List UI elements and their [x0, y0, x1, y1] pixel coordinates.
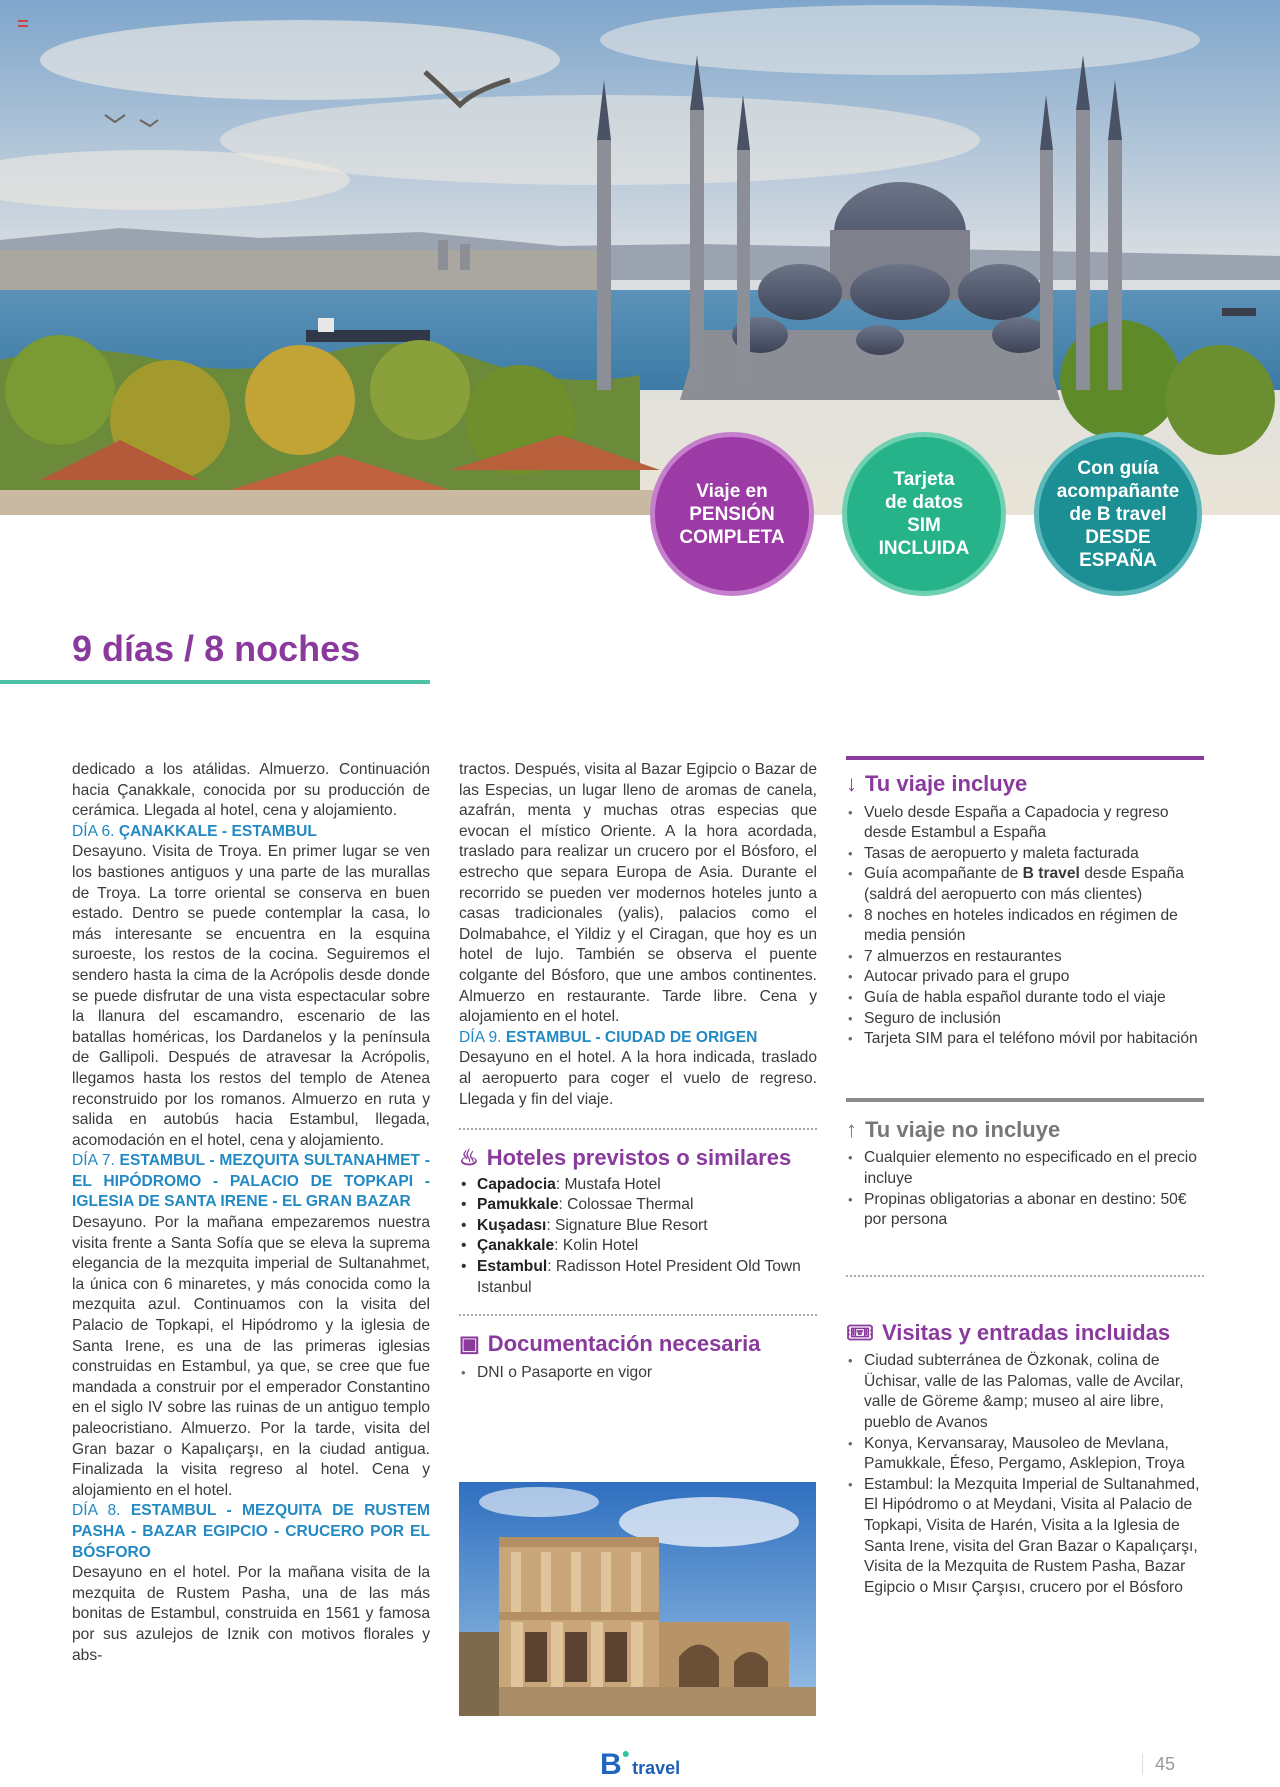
list-item: • Capadocia: Mustafa Hotel [459, 1175, 817, 1196]
info-column-3 [846, 760, 1204, 1598]
list-item: • Çanakkale: Kolin Hotel [459, 1236, 817, 1257]
arrow-down-icon: ↓ [846, 771, 857, 796]
day6-heading: DÍA 6. ÇANAKKALE - ESTAMBUL [72, 822, 317, 840]
list-item: • Pamukkale: Colossae Thermal [459, 1195, 817, 1216]
list-item: • 7 almuerzos en restaurantes [846, 947, 1204, 968]
day7-text: Desayuno. Por la mañana empezaremos nuestra visita frente a Santa Sofía que se eleva la suprema elegancia de la mezquita imperial de Sultanahmet, la única con 6 minaretes, y más conocida como la mezquita azul. Continuamos con la visita del Palacio de Topkapi, el Hipódromo y la iglesia de Santa Irene, es una de las primeras iglesias construidas en Estambul, ya que, se cree que fue mandada a construir por el emperador Constantino en el siglo IV sobre las ruinas de un antiguo templo paleocristiano. Almuerzo. Por la tarde, visita del Gran bazar o Kapalıçarşı, en la ciudad antigua. Finalizada la visita regreso al hotel. Cena y alojamiento en el hotel. [72, 1214, 430, 1499]
day7-heading: DÍA 7. ESTAMBUL - MEZQUITA SULTANAHMET - EL HIPÓDROMO - PALACIO DE TOPKAPI - IGLESIA DE SANTA IRENE - EL GRAN BAZAR [72, 1152, 430, 1211]
ephesus-library-photo [459, 1482, 816, 1716]
list-item: • Guía de habla español durante todo el viaje [846, 988, 1204, 1009]
day9-heading: DÍA 9. ESTAMBUL - CIUDAD DE ORIGEN [459, 1028, 758, 1046]
documents-list [459, 1363, 817, 1384]
day8-text: Desayuno en el hotel. Por la mañana visita de la mezquita de Rustem Pasha, una de las más bonitas de Estambul, construida en 1561 y famosa por sus azulejos de Iznik con motivos florales y abs- [72, 1564, 430, 1664]
day6-text: Desayuno. Visita de Troya. En primer lugar se ven los bastiones antiguos y una parte de las murallas de Troya. La torre oriental se conserva en buen estado. Dentro se puede contemplar la casa, lo más interesante se encuentra en la esquina suroeste, los restos de la cocina. Seguiremos el sendero hasta la cima de la Acrópolis desde donde se puede disfrutar de una vista espectacular sobre la llanura del escamandro, escenario de las batallas homéricas, los Dardanelos y la península de Gallipoli. Después de atravesar la Acrópolis, llegamos hasta los restos del templo de Atenea reconstruido por los romanos. Almuerzo en ruta y salida en autobús hacia Estambul, llegada, acomodación en el hotel, cena y alojamiento. [72, 843, 430, 1149]
list-item: • Autocar privado para el grupo [846, 967, 1204, 988]
includes-list [846, 803, 1204, 1050]
list-item: • Konya, Kervansaray, Mausoleo de Mevlana, Pamukkale, Éfeso, Pergamo, Asklepion, Troya [846, 1434, 1204, 1475]
divider [459, 1128, 817, 1130]
list-item: • Tasas de aeropuerto y maleta facturada [846, 844, 1204, 865]
list-item: • Cualquier elemento no especificado en el precio incluye [846, 1148, 1204, 1189]
badge-pension-completa: Viaje en PENSIÓN COMPLETA [650, 432, 814, 596]
page-number: 45 [1142, 1754, 1175, 1775]
list-item: • Estambul: la Mezquita Imperial de Sultanahmed, El Hipódromo o at Meydani, Visita al Palacio de Topkapi, Visita de Harén, Visita a la Iglesia de Santa Irene, visita del Gran Bazar o Kapalıçarşı, Visita de la Mezquita de Rustem Pasha, Bazar Egipcio o Mısır Çarşısı, crucero por el Bósforo [846, 1475, 1204, 1599]
day8-continuation: tractos. Después, visita al Bazar Egipcio o Bazar de las Especias, un lugar lleno de aromas de canela, azafrán, menta y muchas otras especias que evocan el místico Oriente. A la hora acordada, traslado para realizar un crucero por el Bósforo, el estrecho que separa Europa de Asia. Durante el recorrido se pueden ver modernos hoteles junto a casas tradicionales (yalis), palacios como el Dolmabahce, el Yildiz y el Ciragan, que hoy es un hotel de lujo. También se observa el puente colgante del Bósforo, que une ambos continentes. Almuerzo en restaurante. Tarde libre. Cena y alojamiento en el hotel. [459, 761, 817, 1026]
divider [846, 1275, 1204, 1277]
day8-heading: DÍA 8. ESTAMBUL - MEZQUITA DE RUSTEM PASHA - BAZAR EGIPCIO - CRUCERO POR EL BÓSFORO [72, 1502, 430, 1561]
excludes-heading: ↑ Tu viaje no incluye [846, 1116, 1061, 1142]
itinerary-column-1 [72, 760, 430, 1666]
divider [459, 1314, 817, 1316]
excludes-list [846, 1148, 1204, 1230]
list-item: • Kuşadası: Signature Blue Resort [459, 1216, 817, 1237]
menu-icon[interactable] [18, 20, 28, 30]
list-item: • 8 noches en hoteles indicados en régimen de media pensión [846, 906, 1204, 947]
badge-guia-acompanante: Con guía acompañante de B travel DESDE ESPAÑA [1034, 432, 1202, 596]
list-item: • Propinas obligatorias a abonar en destino: 50€ por persona [846, 1190, 1204, 1231]
document-icon: ▣ [459, 1331, 480, 1357]
visits-list [846, 1351, 1204, 1598]
list-item: • Guía acompañante de B travel desde España (saldrá del aeropuerto con más clientes) [846, 864, 1204, 905]
itinerary-column-2 [459, 760, 817, 1383]
section-bar [846, 756, 1204, 760]
list-item: • Estambul: Radisson Hotel President Old Town Istanbul [459, 1257, 817, 1298]
list-item: • Vuelo desde España a Capadocia y regreso desde Estambul a España [846, 803, 1204, 844]
trip-duration-title: 9 días / 8 noches [72, 628, 361, 669]
day5-continuation: dedicado a los atálidas. Almuerzo. Continuación hacia Çanakkale, conocida por su producción de cerámica. Llegada al hotel, cena y alojamiento. [72, 761, 430, 820]
hotels-list [459, 1175, 817, 1299]
visits-heading: 🎟 Visitas y entradas incluidas [846, 1319, 1171, 1345]
documents-heading: ▣ Documentación necesaria [459, 1331, 761, 1357]
list-item: • Tarjeta SIM para el teléfono móvil por habitación [846, 1029, 1204, 1050]
hotel-icon: ♨ [459, 1145, 479, 1171]
hotels-heading: ♨ Hoteles previstos o similares [459, 1145, 792, 1171]
section-bar [846, 1098, 1204, 1102]
arrow-up-icon: ↑ [846, 1116, 857, 1142]
day9-text: Desayuno en el hotel. A la hora indicada, traslado al aeropuerto para coger el vuelo de regreso. Llegada y fin del viaje. [459, 1049, 817, 1108]
b-travel-logo: B ● travel [600, 1745, 681, 1781]
includes-heading: ↓ Tu viaje incluye [846, 771, 1028, 796]
ticket-icon: 🎟 [846, 1319, 874, 1345]
list-item: • DNI o Pasaporte en vigor [459, 1363, 817, 1384]
list-item: • Ciudad subterránea de Özkonak, colina de Üchisar, valle de las Palomas, valle de Avcilar, valle de Göreme &amp; museo al aire libre, pueblo de Avanos [846, 1351, 1204, 1433]
list-item: • Seguro de inclusión [846, 1009, 1204, 1030]
badge-tarjeta-sim: Tarjeta de datos SIM INCLUIDA [842, 432, 1006, 596]
title-underline [0, 680, 430, 684]
